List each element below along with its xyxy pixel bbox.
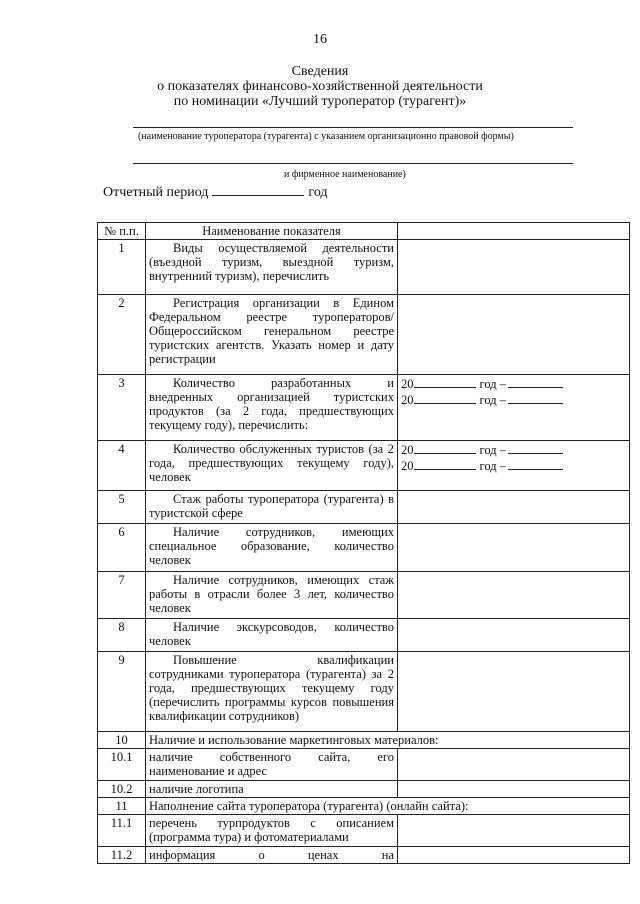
table-row [98,441,630,491]
row-num: 3 [98,375,146,441]
row-value-cell [398,572,630,619]
row-value-cell [398,749,630,781]
org-name-line-1 [133,127,573,128]
table-row [98,240,630,295]
org-name-caption: (наименование туроператора (турагента) с указанием организационно правовой формы) [138,131,514,142]
row-num: 8 [98,619,146,652]
table-row [98,619,630,652]
row-num: 11.2 [98,847,146,864]
reporting-period [103,183,328,201]
row-indicator: наличие логотипа [146,781,398,798]
row-num: 10 [98,732,146,749]
row-value-cell [398,491,630,524]
reporting-period-label: Отчетный период [103,185,209,200]
row-indicator: наличие собственного сайта, его наименование и адрес [146,749,398,781]
header-num: № п.п. [98,223,146,240]
row-num: 11 [98,798,146,815]
page-number: 16 [313,32,327,47]
row-indicator: Стаж работы туроператора (турагента) в туристской сфере [146,491,398,524]
row-value-cell [398,619,630,652]
org-name-line-2 [133,163,573,164]
title-line-2: о показателях финансово-хозяйственной деятельности [157,79,483,94]
title-line-1: Сведения [291,64,349,79]
row-value-cell [398,524,630,572]
row-num: 5 [98,491,146,524]
row-value-cell [398,375,630,441]
row-indicator: перечень турпродуктов с описанием (программа тура) и фотоматериалами [146,815,398,847]
row-value-cell [398,240,630,295]
row-num: 10.2 [98,781,146,798]
row-indicator: Виды осуществляемой деятельности (въездной туризм, выездной туризм, внутренний туризм), перечислить [146,240,398,295]
row-indicator: Наличие и использование маркетинговых материалов: [146,732,630,749]
table-row [98,652,630,732]
table-row [98,295,630,375]
table-row [98,847,630,864]
row-indicator: Наличие сотрудников, имеющих специальное образование, количество человек [146,524,398,572]
row-num: 2 [98,295,146,375]
row-value-cell [398,441,630,491]
row-indicator: Количество разработанных и внедренных организацией туристских продуктов (за 2 года, предшествующих текущему году), перечислить: [146,375,398,441]
year-entry-line: 20 год – [401,376,626,392]
row-num: 4 [98,441,146,491]
row-indicator: Количество обслуженных туристов (за 2 года, предшествующих текущему году), человек [146,441,398,491]
document-title [0,64,640,109]
header-indicator: Наименование показателя [146,223,398,240]
header-value [398,223,630,240]
year-entry-line: 20 год – [401,458,626,474]
indicators-table [97,222,630,864]
row-num: 6 [98,524,146,572]
row-value-cell [398,847,630,864]
row-num: 11.1 [98,815,146,847]
row-value-cell [398,815,630,847]
reporting-period-blank [212,183,304,196]
table-row [98,375,630,441]
row-indicator: информация о ценах на [146,847,398,864]
table-row [98,749,630,781]
row-value-cell [398,295,630,375]
table-row [98,491,630,524]
row-num: 1 [98,240,146,295]
reporting-period-suffix: год [308,185,328,200]
row-indicator: Наличие экскурсоводов, количество человек [146,619,398,652]
brand-name-caption: и фирменное наименование) [284,169,406,180]
table-header-row [98,223,630,240]
title-line-3: по номинации «Лучший туроператор (турагент)» [173,94,467,109]
year-entry-line: 20 год – [401,442,626,458]
table-row [98,815,630,847]
row-indicator: Повышение квалификации сотрудниками туроператора (турагента) за 2 года, предшествующих текущему году (перечислить программы курсов повышения квалификации сотрудников) [146,652,398,732]
table-row [98,524,630,572]
table-row [98,798,630,815]
row-num: 7 [98,572,146,619]
table-row [98,732,630,749]
table-row [98,781,630,798]
table-row [98,572,630,619]
row-indicator: Регистрация организации в Едином Федеральном реестре туроператоров/Общероссийском генеральном реестре туристских агентств. Указать номер и дату регистрации [146,295,398,375]
row-value-cell [398,781,630,798]
row-value-cell [398,652,630,732]
row-indicator: Наполнение сайта туроператора (турагента) (онлайн сайта): [146,798,630,815]
row-num: 9 [98,652,146,732]
row-num: 10.1 [98,749,146,781]
year-entry-line: 20 год – [401,392,626,408]
row-indicator: Наличие сотрудников, имеющих стаж работы в отрасли более 3 лет, количество человек [146,572,398,619]
